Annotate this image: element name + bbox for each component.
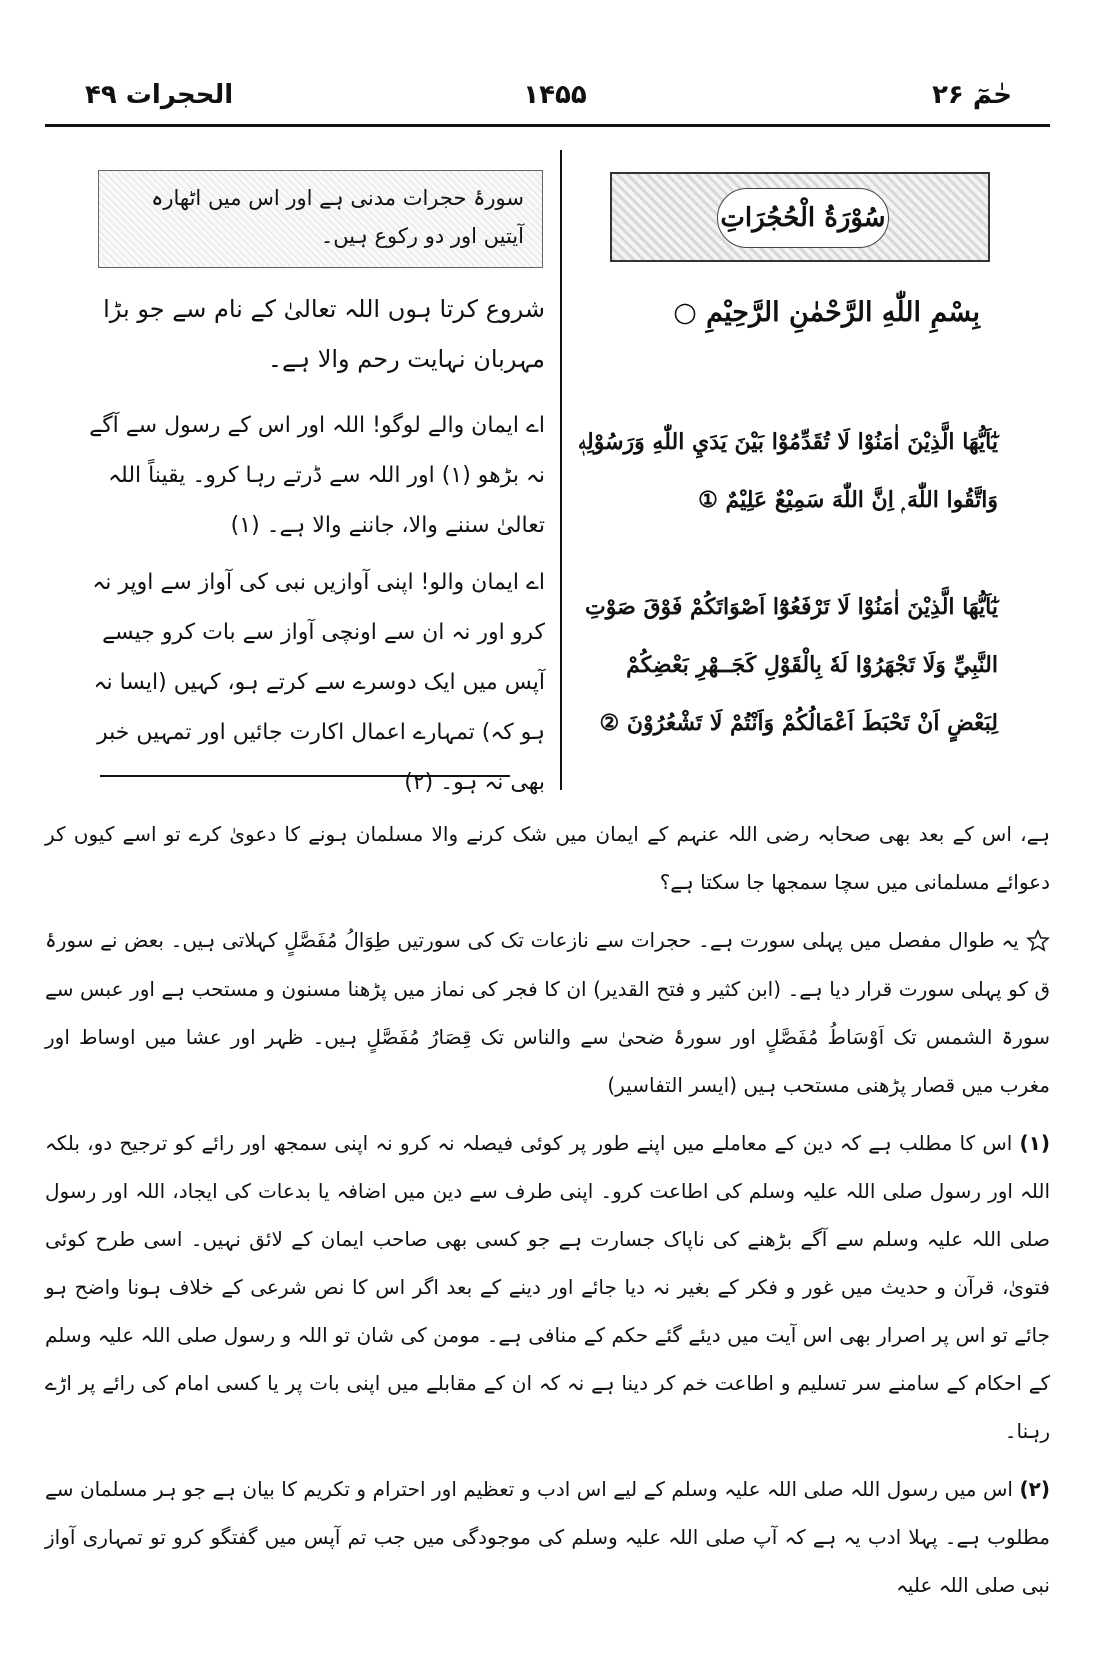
footnote-2 xyxy=(45,1465,1050,1609)
page-number: ۱۴۵۵ xyxy=(523,80,587,110)
page-header xyxy=(50,68,1050,118)
surah-intro-text: سورۂ حجرات مدنی ہے اور اس میں اٹھارہ آیتیں اور دو رکوع ہیں۔ xyxy=(151,186,524,248)
footnote-2-text: اس میں رسول اللہ صلی اللہ علیہ وسلم کے لیے اس ادب و تعظیم اور احترام و تکریم کا بیان ہے جو ہر مسلمان سے مطلوب ہے۔ پہلا ادب یہ ہے کہ آپ صلی اللہ علیہ وسلم کی موجودگی میں جب تم آپس میں گفتگو کرو تو تمہاری آواز نبی صلی اللہ علیہ xyxy=(45,1477,1050,1597)
footnote-star xyxy=(45,916,1050,1109)
footnote-2-number: (۲) xyxy=(1019,1477,1051,1501)
verse-2-translation: اے ایمان والو! اپنی آوازیں نبی کی آواز سے اوپر نہ کرو اور نہ ان سے اونچی آواز سے بات کرو جیسے آپس میں ایک دوسرے سے کرتے ہو، کہیں (ایسا نہ ہو کہ) تمہارے اعمال اکارت جائیں اور تمہیں خبر بھی نہ ہو۔ (۲) xyxy=(92,570,545,795)
column-divider xyxy=(560,150,562,790)
star-icon xyxy=(1019,928,1050,953)
header-juz-name: حٰمٓ ۲۶ xyxy=(932,80,1012,110)
header-surah-name: الحجرات ۴۹ xyxy=(85,80,234,110)
bismillah-translation: شروع کرتا ہوں اللہ تعالیٰ کے نام سے جو بڑا مہربان نہایت رحم والا ہے۔ xyxy=(103,295,545,373)
verse-2-arabic: يٰٓاَيُّهَا الَّذِيْنَ اٰمَنُوْا لَا تَرْفَعُوْٓا اَصْوَاتَكُمْ فَوْقَ صَوْتِ النَّبِيِّ وَلَا تَجْهَرُوْا لَهٗ بِالْقَوْلِ كَجَــهْرِ بَعْضِكُمْ لِبَعْضٍ اَنْ تَحْبَطَ اَعْمَالُكُمْ وَاَنْتُمْ لَا تَشْعُرُوْنَ ② xyxy=(585,594,998,736)
surah-title-banner xyxy=(610,172,990,262)
footnote-star-text: یہ طوال مفصل میں پہلی سورت ہے۔ حجرات سے نازعات تک کی سورتیں طِوَالُ مُفَصَّلٍ کہلاتی ہیں۔ بعض نے سورۂ ق کو پہلی سورت قرار دیا ہے۔ (ابن کثیر و فتح القدیر) ان کا فجر کی نماز میں پڑھنا مسنون و مستحب ہے اور عبس سے سورۃ الشمس تک اَوْسَاطُ مُفَصَّلٍ اور سورۂ ضحیٰ سے والناس تک قِصَارُ مُفَصَّلٍ ہیں۔ ظہر اور عشا میں اوساط اور مغرب میں قصار پڑھنی مستحب ہیں (ایسر التفاسیر) xyxy=(45,928,1050,1097)
header-divider xyxy=(45,124,1050,127)
bismillah-arabic: بِسْمِ اللّٰهِ الرَّحْمٰنِ الرَّحِيْمِ ○ xyxy=(673,297,980,328)
footnote-1 xyxy=(45,1119,1050,1455)
surah-title: سُوْرَةُ الْحُجُرَاتِ xyxy=(717,188,889,248)
footnotes xyxy=(45,810,1050,1619)
footnote-divider xyxy=(100,775,510,777)
surah-intro-box xyxy=(98,170,543,268)
verse-1-translation: اے ایمان والے لوگو! اللہ اور اس کے رسول سے آگے نہ بڑھو (۱) اور اللہ سے ڈرتے رہا کرو۔ یقیناً اللہ تعالیٰ سننے والا، جاننے والا ہے۔ (۱) xyxy=(89,413,545,538)
footnote-1-text: اس کا مطلب ہے کہ دین کے معاملے میں اپنے طور پر کوئی فیصلہ نہ کرو نہ اپنی سمجھ اور رائے کو ترجیح دو، بلکہ اللہ اور رسول صلی اللہ علیہ وسلم کی اطاعت کرو۔ اپنی طرف سے دین میں اضافہ یا بدعات کی ایجاد، اللہ اور رسول صلی اللہ علیہ وسلم سے آگے بڑھنے کی ناپاک جسارت ہے جو کسی بھی صاحب ایمان کے لائق نہیں۔ اسی طرح کوئی فتویٰ، قرآن و حدیث میں غور و فکر کے بغیر نہ دیا جائے اور دینے کے بعد اگر اس کا نص شرعی کے خلاف ہونا واضح ہو جائے تو اس پر اصرار بھی اس آیت میں دیئے گئے حکم کے منافی ہے۔ مومن کی شان تو اللہ و رسول صلی اللہ علیہ وسلم کے احکام کے سامنے سر تسلیم و اطاعت خم کر دینا ہے نہ کہ ان کے مقابلے میں اپنی بات پر یا کسی امام کی رائے پر اڑے رہنا۔ xyxy=(45,1131,1050,1443)
footnote-continued: ہے، اس کے بعد بھی صحابہ رضی اللہ عنہم کے ایمان میں شک کرنے والا مسلمان ہونے کا دعویٰ کرے تو اسے کیوں کر دعوائے مسلمانی میں سچا سمجھا جا سکتا ہے؟ xyxy=(45,822,1050,894)
verse-1-arabic: يٰٓاَيُّهَا الَّذِيْنَ اٰمَنُوْا لَا تُقَدِّمُوْا بَيْنَ يَدَيِ اللّٰهِ وَرَسُوْلِهٖ وَاتَّقُوا اللّٰهَ ۭ اِنَّ اللّٰهَ سَمِيْعٌ عَلِيْمٌ ① xyxy=(578,429,998,513)
footnote-1-number: (۱) xyxy=(1019,1131,1051,1155)
